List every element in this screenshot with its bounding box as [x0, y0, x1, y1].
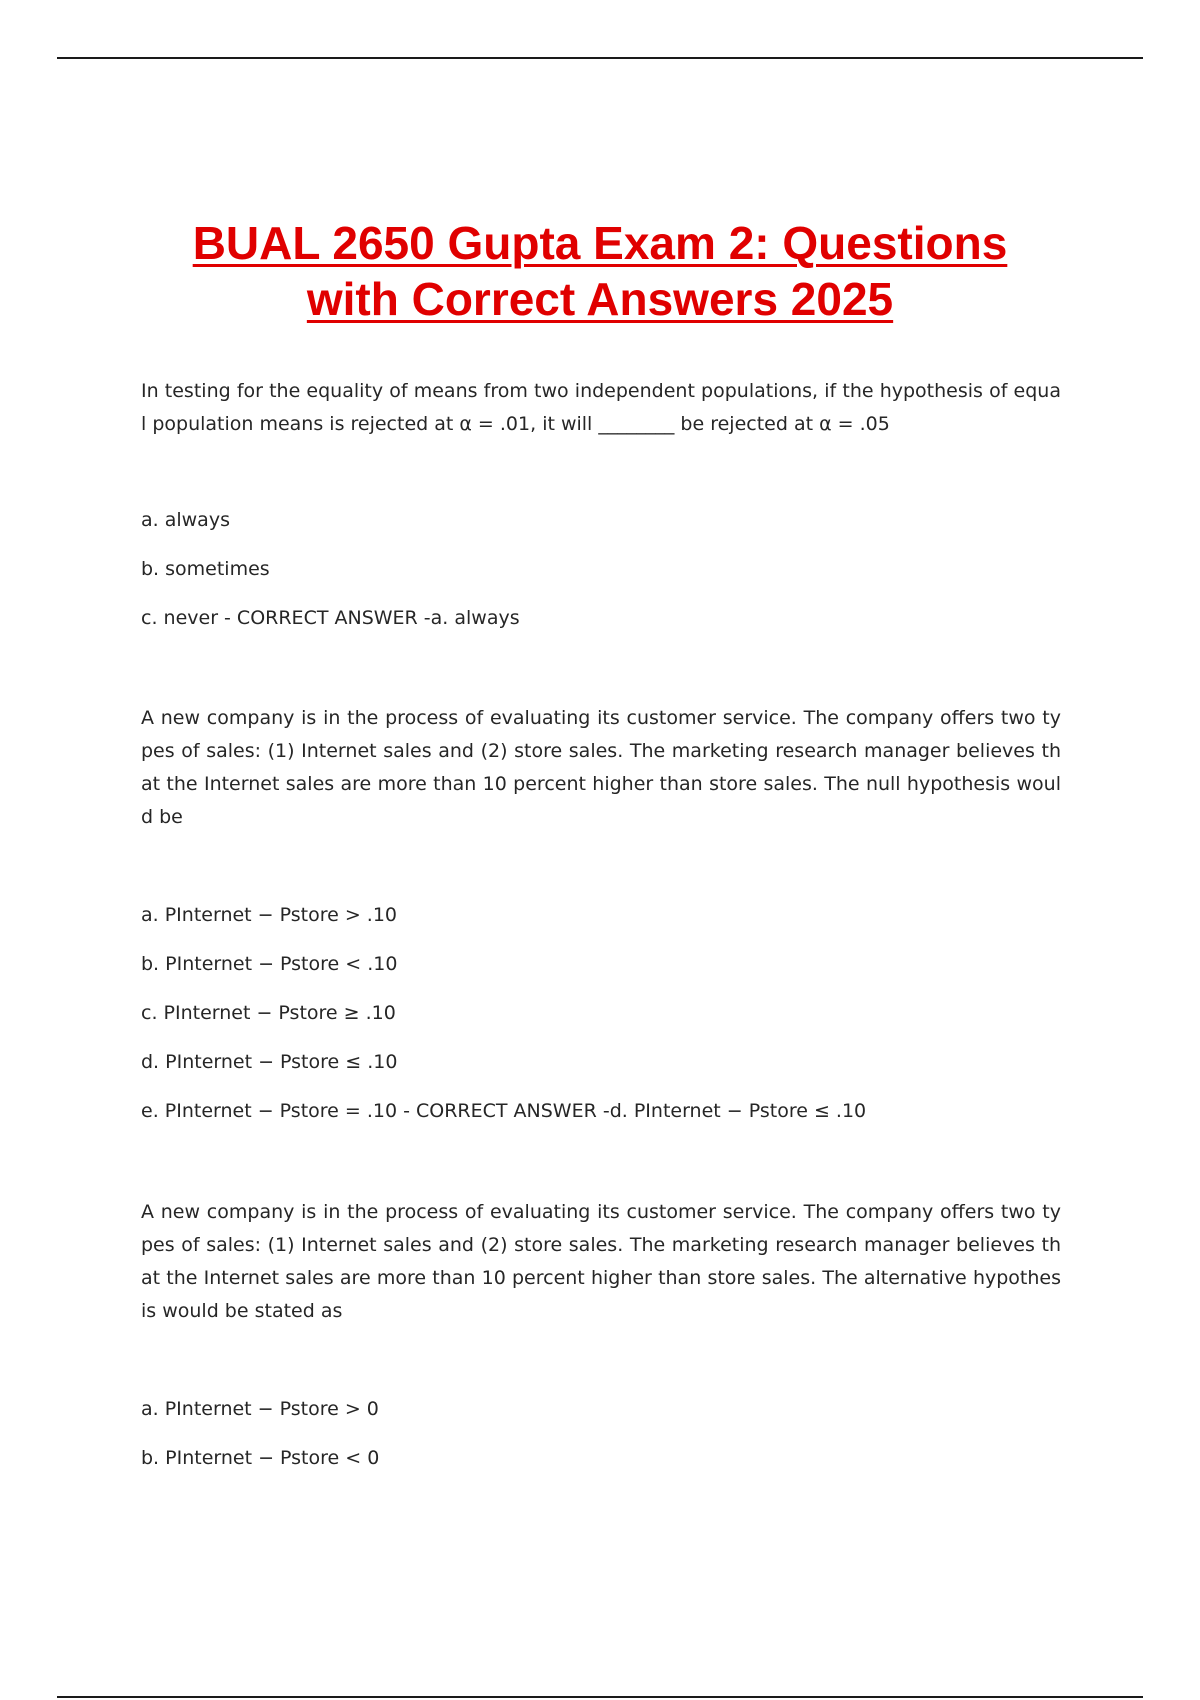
question-block-3: [141, 1196, 1061, 1472]
footer-rule: [57, 1696, 1143, 1698]
question-text: A new company is in the process of evaluating its customer service. The company offers two types of sales: (1) Internet sales and (2) store sales. The marketing research manager believes that the Internet sales are more than 10 percent higher than store sales. The alternative hypothesis would be stated as: [141, 1201, 1061, 1322]
answer-option: b. PInternet − Pstore < 0: [141, 1447, 380, 1469]
answer-option: a. always: [141, 509, 230, 531]
answer-option: c. PInternet − Pstore ≥ .10: [141, 1002, 396, 1024]
question-block-2: [141, 702, 1061, 1125]
answer-option-with-correct-answer: e. PInternet − Pstore = .10 - CORRECT ANSWER -d. PInternet − Pstore ≤ .10: [141, 1100, 867, 1122]
questions-list: [141, 375, 1061, 1472]
question-text: In testing for the equality of means from two independent populations, if the hypothesis of equal population means is rejected at α = .01, it will ________ be rejected at α = .05: [141, 380, 1061, 435]
header-rule: [57, 57, 1143, 59]
question-block-1: [141, 375, 1061, 632]
question-text: A new company is in the process of evaluating its customer service. The company offers two types of sales: (1) Internet sales and (2) store sales. The marketing research manager believes that the Internet sales are more than 10 percent higher than store sales. The null hypothesis would be: [141, 707, 1061, 828]
answer-option: d. PInternet − Pstore ≤ .10: [141, 1051, 398, 1073]
document-title: [140, 215, 1060, 327]
answer-options: [141, 506, 1061, 632]
answer-options: [141, 1395, 1061, 1472]
title-line-1: BUAL 2650 Gupta Exam 2: Questions: [192, 217, 1008, 269]
title-line-2: with Correct Answers 2025: [306, 273, 894, 325]
answer-option: b. sometimes: [141, 558, 270, 580]
answer-option: b. PInternet − Pstore < .10: [141, 953, 398, 975]
answer-option: a. PInternet − Pstore > 0: [141, 1398, 379, 1420]
answer-options: [141, 901, 1061, 1125]
answer-option-with-correct-answer: c. never - CORRECT ANSWER -a. always: [141, 607, 520, 629]
answer-option: a. PInternet − Pstore > .10: [141, 904, 398, 926]
